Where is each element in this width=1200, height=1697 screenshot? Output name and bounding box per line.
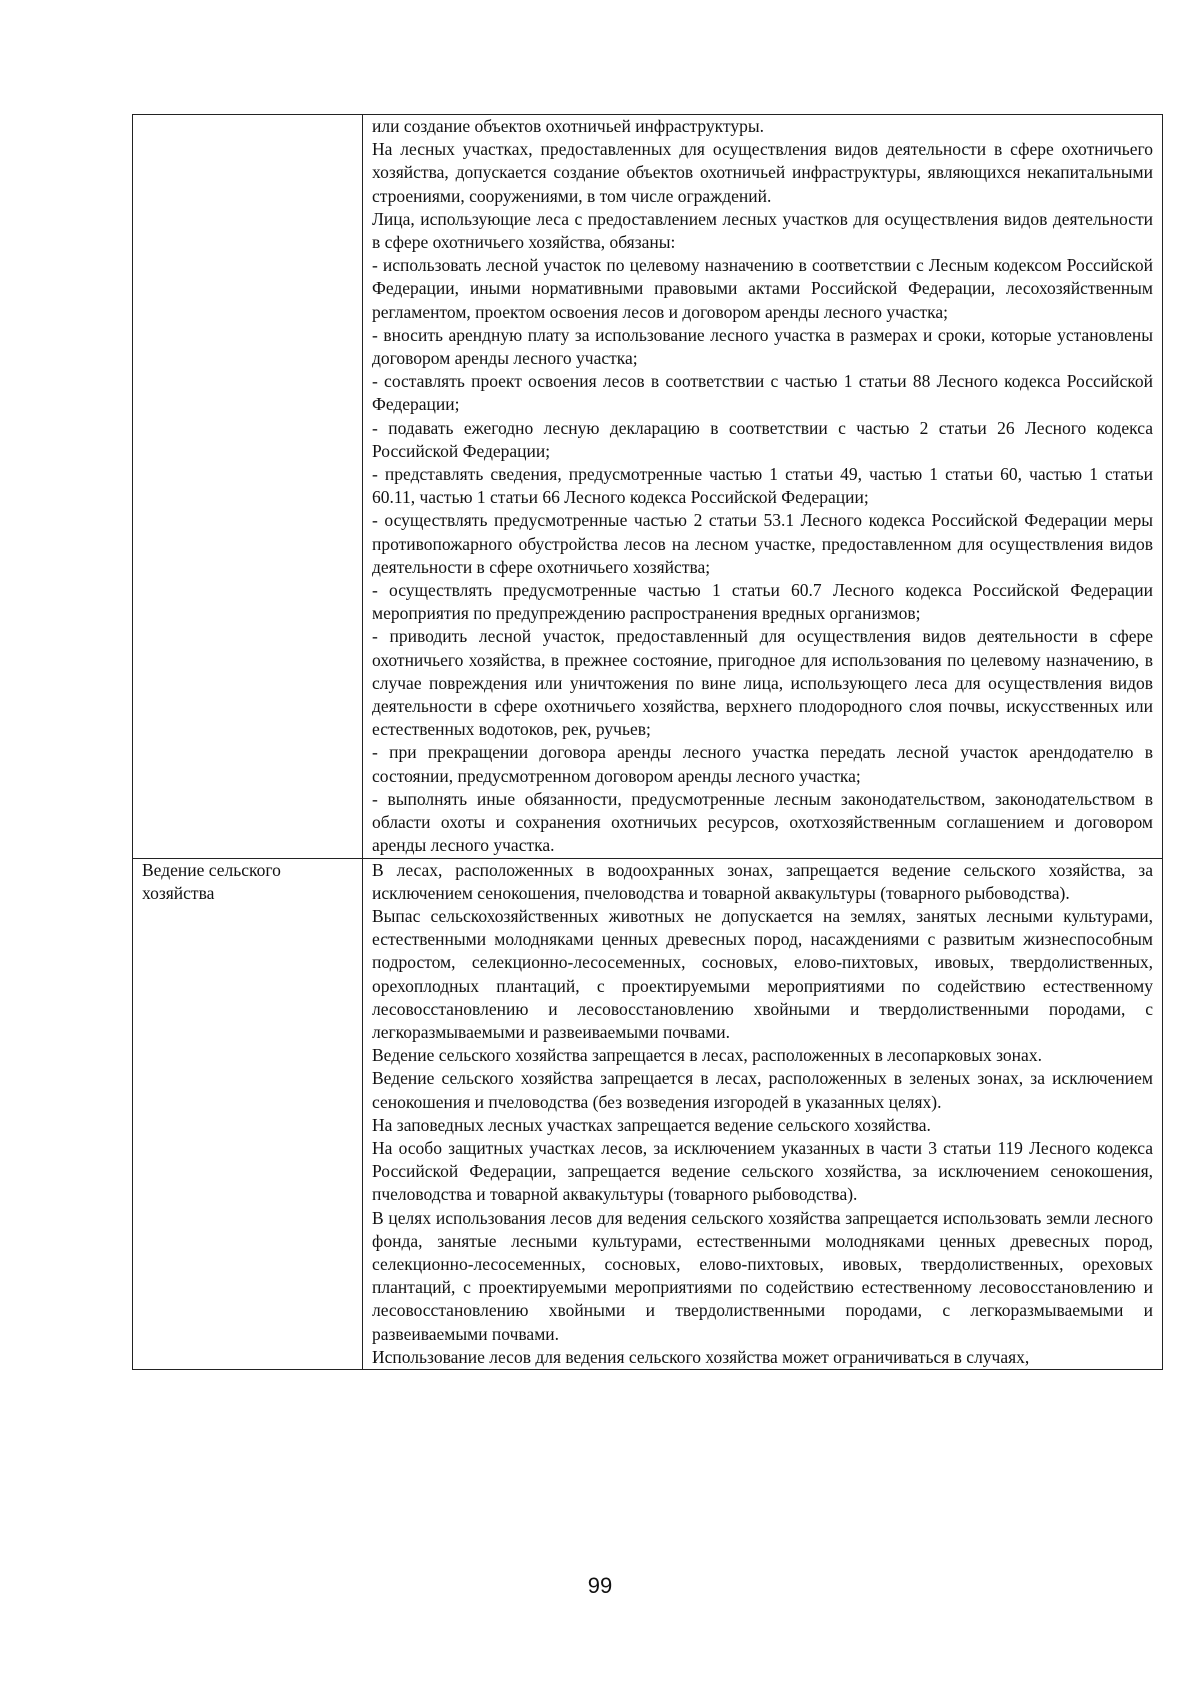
paragraph: Ведение сельского хозяйства запрещается в лесах, расположенных в лесопарковых зонах. bbox=[372, 1045, 1042, 1066]
paragraph: На особо защитных участках лесов, за исключением указанных в части 3 статьи 119 Лесного кодекса Российской Федерации, запрещается ведение сельского хозяйства, за исключением сенокошения, пчеловодства и товарной аквакультуры (товарного рыбоводства). bbox=[372, 1137, 1153, 1205]
list-item: - использовать лесной участок по целевому назначению в соответствии с Лесным кодексом Российской Федерации, иными нормативными правовыми актами Российской Федерации, лесохозяйственным регламентом, проектом освоения лесов и договором аренды лесного участка; bbox=[372, 255, 1153, 322]
activity-cell: Ведение сельского хозяйства bbox=[133, 858, 363, 1369]
paragraph: На заповедных лесных участках запрещается ведение сельского хозяйства. bbox=[372, 1114, 931, 1135]
paragraph: Выпас сельскохозяйственных животных не допускается на землях, занятых лесными культурами, естественными молодняками ценных древесных пород, насаждениями с развитым жизнеспособным подростом, селекционно-лесосеменных, сосновых, елово-пихтовых, ивовых, твердолиственных, орехоплодных плантаций, с проектируемыми мероприятиями по содействию естественному лесовосстановлению и лесовосстановлению хвойными и твердолиственными породами, с легкоразмываемыми и развеиваемыми почвами. bbox=[372, 905, 1153, 1042]
requirements-cell bbox=[363, 858, 1163, 1369]
list-item: - составлять проект освоения лесов в соответствии с частью 1 статьи 88 Лесного кодекса Российской Федерации; bbox=[372, 371, 1153, 415]
activity-cell bbox=[133, 115, 363, 859]
list-item: - осуществлять предусмотренные частью 1 статьи 60.7 Лесного кодекса Российской Федерации мероприятия по предупреждению распространения вредных организмов; bbox=[372, 580, 1153, 624]
list-item: - выполнять иные обязанности, предусмотренные лесным законодательством, законодательством в области охоты и сохранения охотничьих ресурсов, охотхозяйственным соглашением и договором аренды лесного участка. bbox=[372, 788, 1153, 856]
paragraph: В целях использования лесов для ведения сельского хозяйства запрещается использовать земли лесного фонда, занятые лесными культурами, естественными молодняками ценных древесных пород, селекционно-лесосеменных, сосновых, елово-пихтовых, ивовых, твердолиственных, ореховых плантаций, с проектируемыми мероприятиями по содействию естественному лесовосстановлению и лесовосстановлению хвойными и твердолиственными породами, с легкоразмываемыми и развеиваемыми почвами. bbox=[372, 1207, 1153, 1344]
list-item: - при прекращении договора аренды лесного участка передать лесной участок арендодателю в состоянии, предусмотренном договором аренды лесного участка; bbox=[372, 742, 1153, 786]
page-number: 99 bbox=[587, 1573, 613, 1598]
table-row-hunting bbox=[133, 115, 1163, 859]
paragraph: Ведение сельского хозяйства запрещается в лесах, расположенных в зеленых зонах, за исключением сенокошения и пчеловодства (без возведения изгородей в указанных целях). bbox=[372, 1068, 1153, 1112]
paragraph: или создание объектов охотничьей инфраструктуры. bbox=[372, 116, 764, 136]
list-item: - подавать ежегодно лесную декларацию в соответствии с частью 2 статьи 26 Лесного кодекса Российской Федерации; bbox=[372, 417, 1153, 461]
requirements-cell bbox=[363, 115, 1163, 859]
paragraph: Использование лесов для ведения сельского хозяйства может ограничиваться в случаях, bbox=[372, 1346, 1030, 1367]
list-item: - приводить лесной участок, предоставленный для осуществления видов деятельности в сфере охотничьего хозяйства, в прежнее состояние, пригодное для использования по целевому назначению, в случае повреждения или уничтожения по вине лица, использующего леса для осуществления видов деятельности в сфере охотничьего хозяйства, верхнего плодородного слоя почвы, искусственных или естественных водотоков, рек, ручьев; bbox=[372, 626, 1153, 740]
paragraph: В лесах, расположенных в водоохранных зонах, запрещается ведение сельского хозяйства, за исключением сенокошения, пчеловодства и товарной аквакультуры (товарного рыбоводства). bbox=[372, 859, 1153, 903]
list-item: - представлять сведения, предусмотренные частью 1 статьи 49, частью 1 статьи 60, частью 1 статьи 60.11, частью 1 статьи 66 Лесного кодекса Российской Федерации; bbox=[372, 464, 1153, 508]
paragraph: Лица, использующие леса с предоставлением лесных участков для осуществления видов деятельности в сфере охотничьего хозяйства, обязаны: bbox=[372, 208, 1153, 253]
regulation-table bbox=[132, 114, 1163, 1370]
table-row-agriculture bbox=[133, 858, 1163, 1369]
list-item: - осуществлять предусмотренные частью 2 статьи 53.1 Лесного кодекса Российской Федерации меры противопожарного обустройства лесов на лесном участке, предоставленном для осуществления видов деятельности в сфере охотничьего хозяйства; bbox=[372, 510, 1153, 577]
list-item: - вносить арендную плату за использование лесного участка в размерах и сроки, которые установлены договором аренды лесного участка; bbox=[372, 324, 1153, 369]
paragraph: На лесных участках, предоставленных для осуществления видов деятельности в сфере охотничьего хозяйства, допускается создание объектов охотничьей инфраструктуры, являющихся некапитальными строениями, сооружениями, в том числе ограждений. bbox=[372, 139, 1153, 206]
